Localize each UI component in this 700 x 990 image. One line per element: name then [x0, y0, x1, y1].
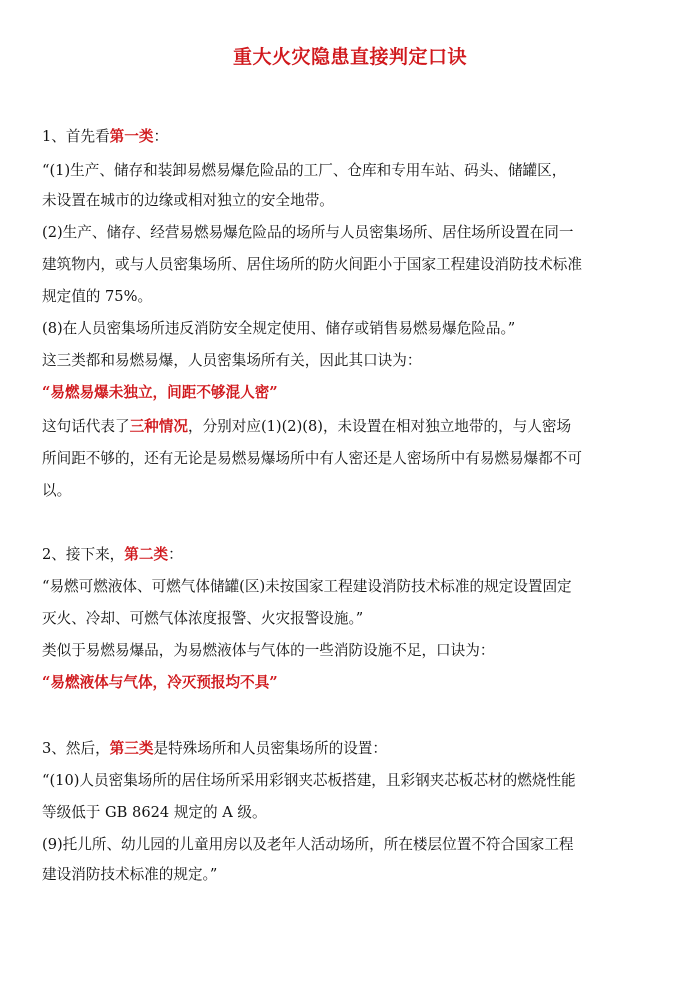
section2-heading-highlight: 第二类	[124, 546, 169, 563]
section3-line: (9)托儿所、幼儿园的儿童用房以及老年人活动场所，所在楼层位置不符合国家工程	[42, 836, 574, 853]
section1-explain	[42, 416, 672, 438]
section1-line: 这三类都和易燃易爆，人员密集场所有关，因此其口诀为：	[42, 352, 422, 369]
section1-explain-highlight: 三种情况	[129, 418, 188, 435]
section2-heading-suffix: ：	[168, 546, 183, 563]
section2-line: 灭火、冷却、可燃气体浓度报警、火灾报警设施。”	[42, 610, 364, 627]
section3-heading-highlight: 第三类	[109, 740, 154, 757]
section3-heading	[42, 738, 672, 760]
section1-line: 未设置在城市的边缘或相对独立的安全地带。	[42, 192, 334, 209]
section1-heading	[42, 126, 672, 148]
section3-heading-suffix: 是特殊场所和人员密集场所的设置：	[153, 740, 387, 757]
section2-heading	[42, 544, 672, 566]
section1-explain-line: 所间距不够的，还有无论是易燃易爆场所中有人密还是人密场所中有易燃易爆都不可	[42, 450, 582, 467]
section3-line: 建设消防技术标准的规定。”	[42, 866, 218, 883]
page-title: 重大火灾隐患直接判定口诀	[232, 46, 467, 68]
section2-heading-prefix: 2、接下来，	[42, 546, 125, 563]
section1-heading-suffix: ：	[153, 128, 169, 145]
section1-line: (8)在人员密集场所违反消防安全规定使用、储存或销售易燃易爆危险品。”	[42, 320, 516, 337]
section1-line: “(1)生产、储存和装卸易燃易爆危险品的工厂、仓库和专用车站、码头、储罐区，	[42, 162, 567, 179]
section3-heading-prefix: 3、然后，	[42, 740, 110, 757]
section2-line: “易燃可燃液体、可燃气体储罐(区)未按国家工程建设消防技术标准的规定设置固定	[42, 578, 572, 595]
section1-line: 建筑物内，或与人员密集场所、居住场所的防火间距小于国家工程建设消防技术标准	[42, 256, 582, 273]
section3-line: 等级低于 GB 8624 规定的 A 级。	[42, 804, 267, 821]
section2-line: 类似于易燃易爆品，为易燃液体与气体的一些消防设施不足，口诀为：	[42, 642, 495, 659]
section1-heading-prefix: 1、首先看	[42, 128, 110, 145]
section1-line: (2)生产、储存、经营易燃易爆危险品的场所与人员密集场所、居住场所设置在同一	[42, 224, 574, 241]
section1-heading-highlight: 第一类	[109, 128, 154, 145]
section1-explain-line: 以。	[42, 482, 72, 499]
section1-slogan: “易燃易爆未独立，间距不够混人密”	[42, 384, 278, 401]
section3-line: “(10)人员密集场所的居住场所采用彩钢夹芯板搭建，且彩钢夹芯板芯材的燃烧性能	[42, 772, 576, 789]
section1-explain-prefix: 这句话代表了	[42, 418, 130, 435]
section2-slogan: “易燃液体与气体，冷灭预报均不具”	[42, 674, 278, 691]
section1-explain-suffix: ，分别对应(1)(2)(8)，未设置在相对独立地带的，与人密场	[187, 418, 572, 435]
section1-line: 规定值的 75%。	[42, 288, 153, 305]
